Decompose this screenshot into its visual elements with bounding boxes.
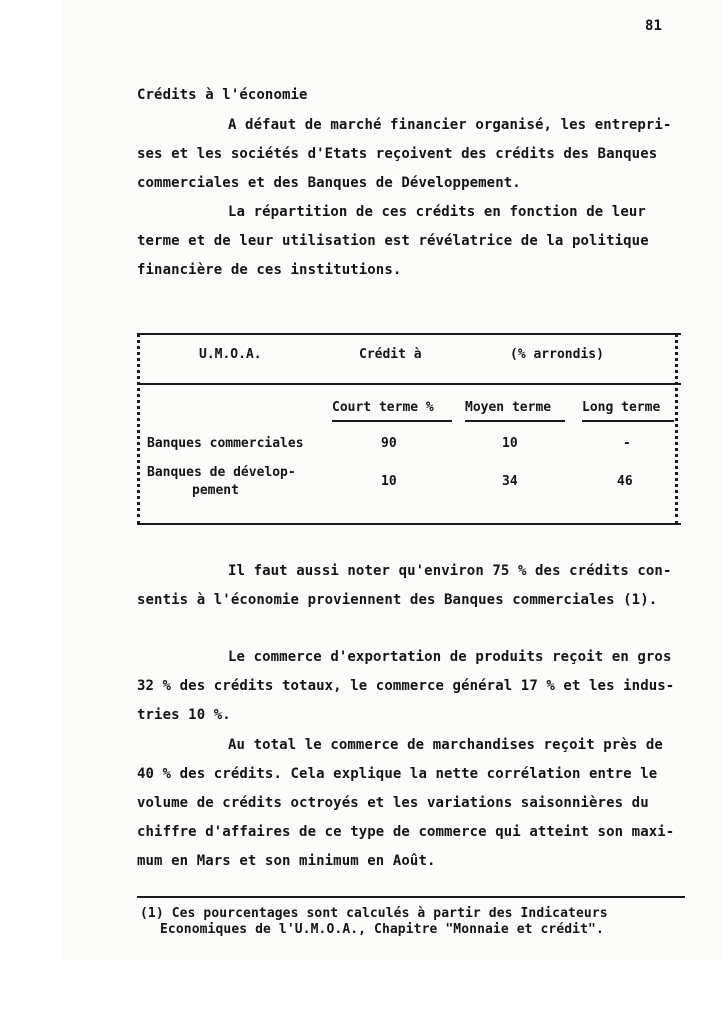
col-header-court: Court terme % — [332, 400, 434, 415]
table-left-border — [137, 333, 143, 525]
col-underline — [465, 420, 565, 422]
paragraph-line: financière de ces institutions. — [137, 262, 402, 278]
table-header-org: U.M.O.A. — [199, 347, 262, 362]
table-header-credit: Crédit à — [359, 347, 422, 362]
cell-moyen: 34 — [502, 474, 518, 489]
table-top-rule — [137, 333, 681, 335]
paragraph-line: 40 % des crédits. Cela explique la nette corrélation entre le — [137, 766, 658, 782]
footnote-line: Economiques de l'U.M.O.A., Chapitre "Monnaie et crédit". — [160, 922, 604, 937]
footnote-line: (1) Ces pourcentages sont calculés à partir des Indicateurs — [140, 906, 608, 921]
paragraph-line: La répartition de ces crédits en fonction de leur — [228, 204, 646, 220]
cell-court: 90 — [381, 436, 397, 451]
paragraph-line: terme et de leur utilisation est révélatrice de la politique — [137, 233, 649, 249]
paragraph-line: Au total le commerce de marchandises reçoit près de — [228, 737, 663, 753]
cell-court: 10 — [381, 474, 397, 489]
section-heading: Crédits à l'économie — [137, 87, 308, 103]
paragraph-line: Le commerce d'exportation de produits reçoit en gros — [228, 649, 672, 665]
paragraph-line: ses et les sociétés d'Etats reçoivent des crédits des Banques — [137, 146, 658, 162]
col-header-long: Long terme — [582, 400, 661, 415]
paragraph-line: mum en Mars et son minimum en Août. — [137, 853, 436, 869]
row-label: Banques de dévelop- — [147, 465, 296, 480]
col-underline — [332, 420, 452, 422]
row-label-continued: pement — [192, 483, 239, 498]
row-label: Banques commerciales — [147, 436, 304, 451]
paragraph-line: sentis à l'économie proviennent des Banques commerciales (1). — [137, 592, 658, 608]
footnote-rule — [137, 896, 685, 898]
col-underline — [582, 420, 674, 422]
table-right-border — [675, 333, 681, 525]
col-header-moyen: Moyen terme — [465, 400, 552, 415]
paragraph-line: tries 10 %. — [137, 707, 231, 723]
paragraph-line: volume de crédits octroyés et les variations saisonnières du — [137, 795, 649, 811]
paragraph-line: 32 % des crédits totaux, le commerce général 17 % et les indus- — [137, 678, 675, 694]
table-header-rule — [137, 383, 681, 385]
cell-moyen: 10 — [502, 436, 518, 451]
page-number: 81 — [645, 18, 663, 34]
paragraph-line: Il faut aussi noter qu'environ 75 % des crédits con- — [228, 563, 672, 579]
paragraph-line: A défaut de marché financier organisé, les entrepri- — [228, 117, 672, 133]
cell-long: - — [623, 436, 631, 451]
credit-table — [137, 333, 681, 525]
paragraph-line: chiffre d'affaires de ce type de commerce qui atteint son maxi- — [137, 824, 675, 840]
paragraph-line: commerciales et des Banques de Développement. — [137, 175, 521, 191]
table-bottom-rule — [137, 523, 681, 525]
table-header-pct: (% arrondis) — [510, 347, 604, 362]
cell-long: 46 — [617, 474, 633, 489]
